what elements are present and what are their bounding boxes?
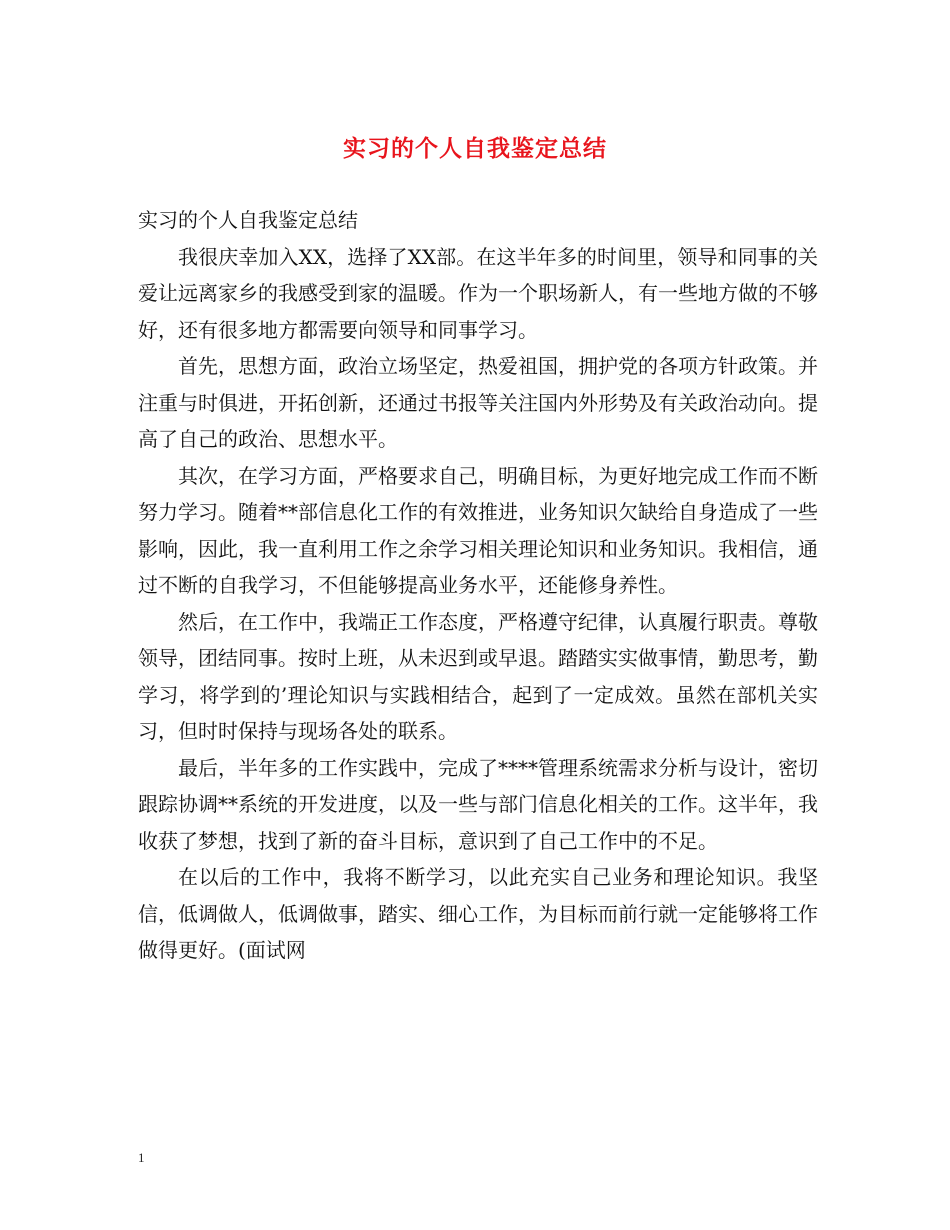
paragraph-future: 在以后的工作中，我将不断学习，以此充实自己业务和理论知识。我坚信，低调做人，低调做事，踏实、细心工作，为目标而前行就一定能够将工作做得更好。(面试网 (138, 865, 818, 962)
paragraph-summary: 最后，半年多的工作实践中，完成了****管理系统需求分析与设计，密切跟踪协调**系统的开发进度，以及一些与部门信息化相关的工作。这半年，我收获了梦想，找到了新的奋斗目标，意识到了自己工作中的不足。 (138, 755, 818, 853)
document-body (138, 202, 818, 969)
document-subtitle: 实习的个人自我鉴定总结 (138, 208, 358, 232)
paragraph-intro: 我很庆幸加入XX，选择了XX部。在这半年多的时间里，领导和同事的关爱让远离家乡的我感受到家的温暖。作为一个职场新人，有一些地方做的不够好，还有很多地方都需要向领导和同事学习。 (138, 244, 818, 342)
paragraph-work: 然后，在工作中，我端正工作态度，严格遵守纪律，认真履行职责。尊敬领导，团结同事。按时上班，从未迟到或早退。踏踏实实做事情，勤思考，勤学习，将学到的’理论知识与实践相结合，起到了一定成效。虽然在部机关实习，但时时保持与现场各处的联系。 (138, 609, 818, 743)
paragraph-thought: 首先，思想方面，政治立场坚定，热爱祖国，拥护党的各项方针政策。并注重与时俱进，开拓创新，还通过书报等关注国内外形势及有关政治动向。提高了自己的政治、思想水平。 (138, 354, 818, 451)
paragraph-study: 其次，在学习方面，严格要求自己，明确目标，为更好地完成工作而不断努力学习。随着**部信息化工作的有效推进，业务知识欠缺给自身造成了一些影响，因此，我一直利用工作之余学习相关理论知识和业务知识。我相信，通过不断的自我学习，不但能够提高业务水平，还能修身养性。 (138, 463, 818, 597)
page-number: 1 (138, 1150, 145, 1165)
document-title: 实习的个人自我鉴定总结 (343, 135, 607, 162)
